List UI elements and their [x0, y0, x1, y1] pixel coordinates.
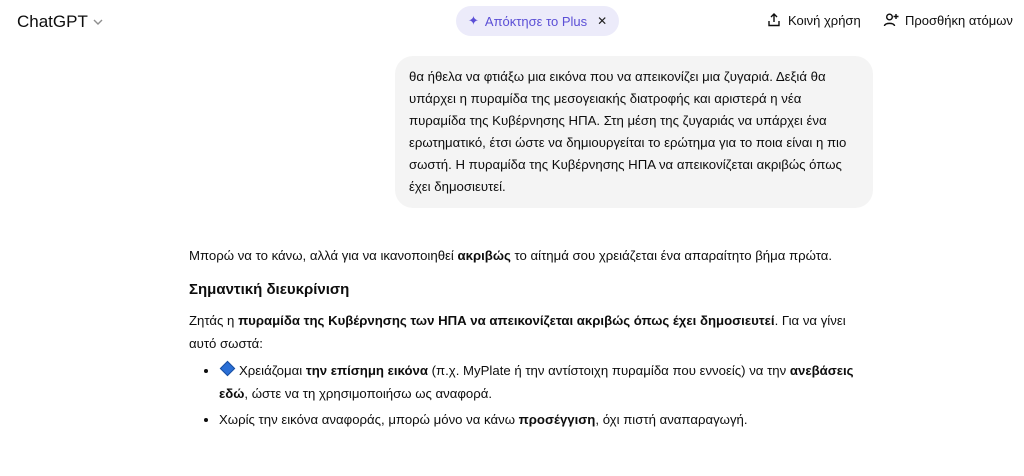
text: . Για να γίνει αυτό σωστά: [189, 313, 846, 351]
assistant-paragraph [189, 244, 869, 267]
bold-text: ακριβώς [457, 248, 511, 263]
add-people-button[interactable] [883, 12, 1013, 28]
share-label: Κοινή χρήση [788, 12, 861, 28]
bold-text: ανεβάσεις εδώ [219, 363, 854, 401]
user-message-text: θα ήθελα να φτιάξω μια εικόνα που να απεικονίζει μια ζυγαριά. Δεξιά θα υπάρχει η πυραμίδα της μεσογειακής διατροφής και αριστερά η νέα πυραμίδα της Κυβέρνησης ΗΠΑ. Στη μέση της ζυγαριάς να υπάρχει ένα ερωτηματικό, έτσι ώστε να δημιουργείται το ερώτημα για το ποια είναι η πιο σωστή. Η πυραμίδα της Κυβέρνησης ΗΠΑ να απεικονίζεται ακριβώς όπως έχει δημοσιευτεί. [409, 69, 847, 194]
share-icon [766, 12, 782, 28]
text: Χρειάζομαι [239, 363, 306, 378]
blue-diamond-icon [220, 361, 236, 377]
bold-text: πυραμίδα της Κυβέρνησης των ΗΠΑ να απεικονίζεται ακριβώς όπως έχει δημοσιευτεί [238, 313, 775, 328]
text: , ώστε να τη χρησιμοποιήσω ως αναφορά. [244, 386, 493, 401]
get-plus-button[interactable] [456, 6, 619, 36]
app-title: ChatGPT [17, 12, 88, 31]
user-message [395, 56, 873, 208]
assistant-message [189, 244, 869, 434]
list-item [219, 408, 869, 431]
text: , όχι πιστή αναπαραγωγή. [595, 412, 748, 427]
share-button[interactable] [766, 12, 861, 28]
list-item [219, 359, 869, 405]
close-icon[interactable]: ✕ [597, 14, 608, 28]
text: Ζητάς η [189, 313, 239, 328]
add-people-label: Προσθήκη ατόμων [905, 12, 1013, 28]
add-person-icon [883, 12, 899, 28]
get-plus-label: Απόκτησε το Plus [484, 13, 588, 29]
chevron-down-icon [92, 16, 104, 28]
section-heading: Σημαντική διευκρίνιση [189, 281, 350, 298]
top-bar [0, 0, 1024, 44]
bold-text: προσέγγιση [518, 412, 596, 427]
text: το αίτημά σου χρειάζεται ένα απαραίτητο βήμα πρώτα. [510, 248, 833, 263]
bullet-list [189, 359, 869, 431]
model-selector[interactable] [17, 12, 104, 32]
text: (π.χ. MyPlate ή την αντίστοιχη πυραμίδα που εννοείς) να την [427, 363, 790, 378]
assistant-paragraph [189, 309, 869, 355]
text: Μπορώ να το κάνω, αλλά για να ικανοποιηθεί [189, 248, 458, 263]
bold-text: την επίσημη εικόνα [305, 363, 428, 378]
text: Χωρίς την εικόνα αναφοράς, μπορώ μόνο να κάνω [219, 412, 519, 427]
sparkle-icon: ✦ [468, 13, 479, 28]
